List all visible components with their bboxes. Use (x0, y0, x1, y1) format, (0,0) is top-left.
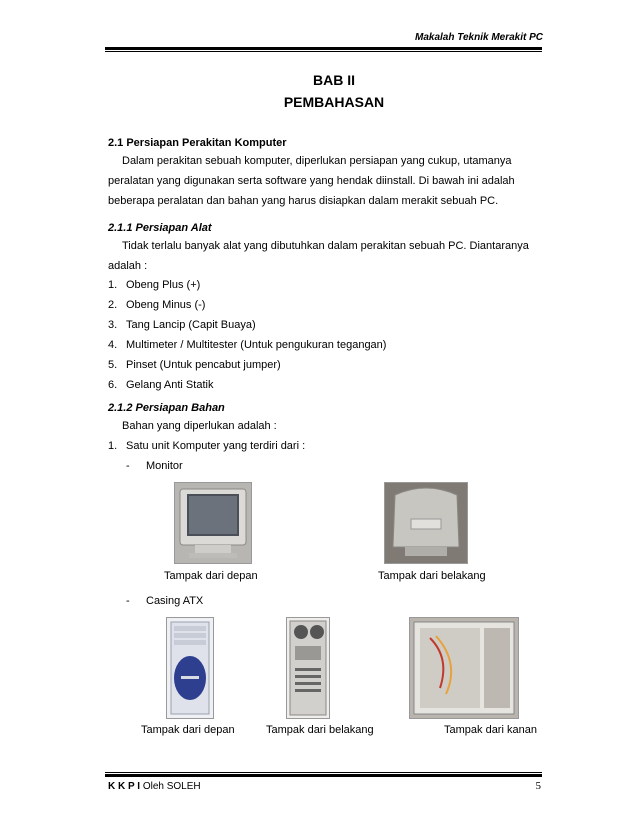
caption-casing-right: Tampak dari kanan (444, 724, 537, 736)
section-2-1-1-intro (108, 236, 540, 276)
list-item: 6. Gelang Anti Statik (108, 379, 214, 391)
list-item: 3. Tang Lancip (Capit Buaya) (108, 319, 256, 331)
caption-casing-back: Tampak dari belakang (266, 724, 374, 736)
chapter-title: PEMBAHASAN (283, 94, 385, 110)
list-item: 1. Obeng Plus (+) (108, 279, 201, 291)
paragraph-line: beberapa peralatan dan bahan yang harus disiapkan dalam merakit sebuah PC. (108, 195, 499, 207)
casing-right-image (409, 617, 519, 719)
footer-credit: K K P I Oleh SOLEH (108, 781, 201, 792)
section-2-1-paragraph (108, 151, 540, 211)
section-heading-2-1-2: 2.1.2 Persiapan Bahan (108, 402, 225, 414)
section-heading-2-1: 2.1 Persiapan Perakitan Komputer (108, 137, 287, 149)
running-header: Makalah Teknik Merakit PC (414, 32, 543, 43)
caption-monitor-front: Tampak dari depan (164, 570, 258, 582)
materials-intro: Bahan yang diperlukan adalah : (122, 420, 277, 432)
footer-rule (105, 774, 542, 777)
casing-front-image (166, 617, 214, 719)
chapter-number: BAB II (313, 72, 355, 88)
monitor-back-image (384, 482, 468, 564)
paragraph-line: adalah : (108, 260, 148, 272)
section-heading-2-1-1: 2.1.1 Persiapan Alat (108, 222, 212, 234)
tools-list (108, 275, 386, 395)
header-rule-thin (105, 51, 542, 52)
paragraph-line: Dalam perakitan sebuah komputer, diperlukan persiapan yang cukup, utamanya (122, 155, 512, 167)
list-item: 2. Obeng Minus (-) (108, 299, 206, 311)
paragraph-line: Tidak terlalu banyak alat yang dibutuhkan dalam perakitan sebuah PC. Diantaranya (122, 240, 529, 252)
monitor-front-image (174, 482, 252, 564)
casing-label: - Casing ATX (126, 595, 204, 607)
list-item: 5. Pinset (Untuk pencabut jumper) (108, 359, 281, 371)
materials-item-1: 1. Satu unit Komputer yang terdiri dari : (108, 440, 306, 452)
page-number: 5 (535, 780, 541, 792)
list-item: 4. Multimeter / Multitester (Untuk pengukuran tegangan) (108, 339, 387, 351)
header-rule (105, 47, 542, 50)
caption-monitor-back: Tampak dari belakang (378, 570, 486, 582)
caption-casing-front: Tampak dari depan (141, 724, 235, 736)
paragraph-line: peralatan yang digunakan serta software yang hendak diinstall. Di bawah ini adalah (108, 175, 515, 187)
monitor-label: - Monitor (126, 460, 183, 472)
casing-back-image (286, 617, 330, 719)
footer-rule-thin (105, 772, 542, 773)
